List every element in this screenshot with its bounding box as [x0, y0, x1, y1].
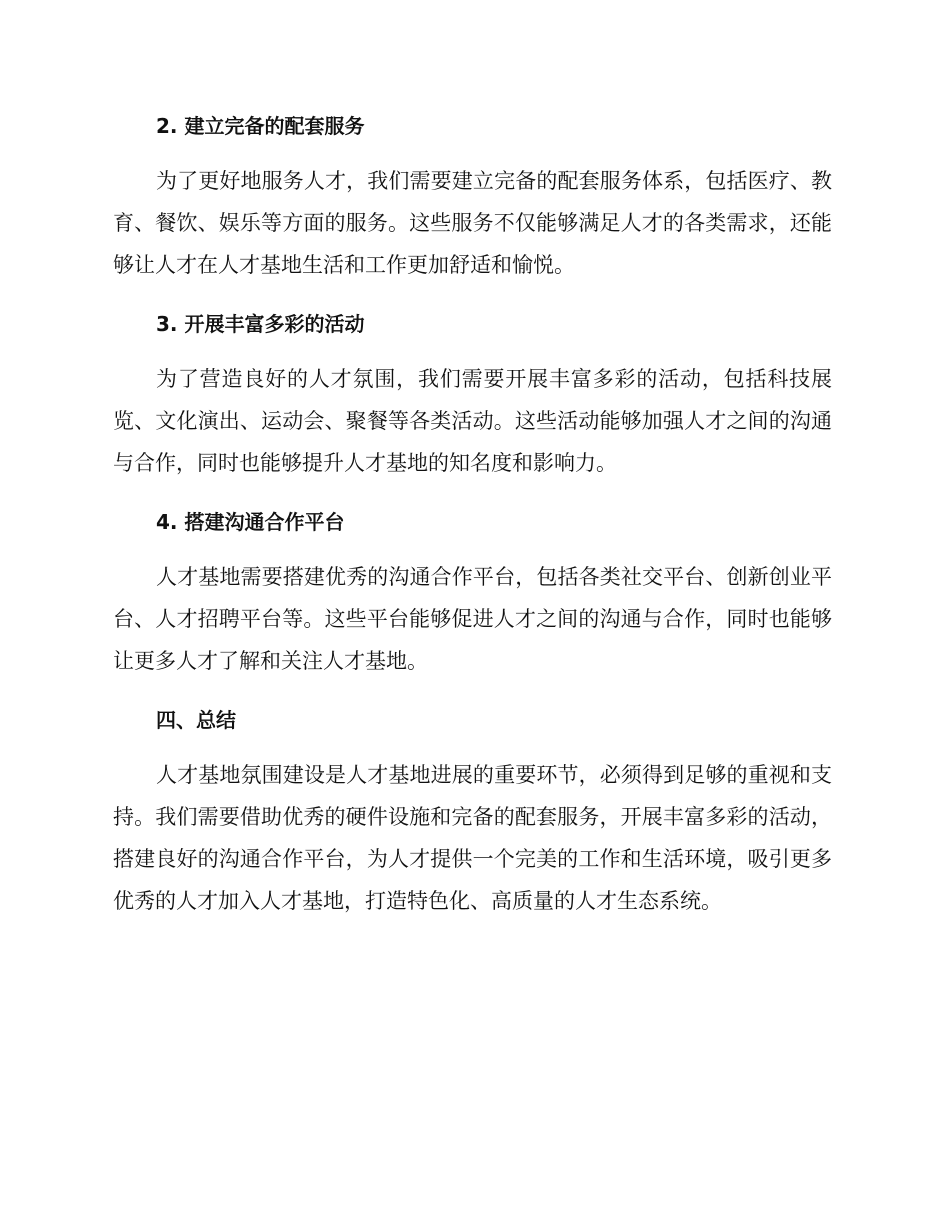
section-paragraph-activities: 为了营造良好的人才氛围，我们需要开展丰富多彩的活动，包括科技展览、文化演出、运动会、聚餐等各类活动。这些活动能够加强人才之间的沟通与合作，同时也能够提升人才基地的知名度和影响力。 — [113, 367, 832, 475]
section-heading-supporting-services: 2. 建立完备的配套服务 — [156, 114, 365, 138]
section-paragraph-communication-platform: 人才基地需要搭建优秀的沟通合作平台，包括各类社交平台、创新创业平台、人才招聘平台等。这些平台能够促进人才之间的沟通与合作，同时也能够让更多人才了解和关注人才基地。 — [113, 565, 832, 673]
section-heading-communication-platform: 4. 搭建沟通合作平台 — [156, 510, 345, 534]
section-paragraph-supporting-services: 为了更好地服务人才，我们需要建立完备的配套服务体系，包括医疗、教育、餐饮、娱乐等方面的服务。这些服务不仅能够满足人才的各类需求，还能够让人才在人才基地生活和工作更加舒适和愉悦。 — [113, 169, 832, 277]
section-heading-summary: 四、总结 — [156, 708, 236, 732]
section-paragraph-summary: 人才基地氛围建设是人才基地进展的重要环节，必须得到足够的重视和支持。我们需要借助优秀的硬件设施和完备的配套服务，开展丰富多彩的活动，搭建良好的沟通合作平台，为人才提供一个完美的工作和生活环境，吸引更多优秀的人才加入人才基地，打造特色化、高质量的人才生态系统。 — [113, 763, 832, 913]
section-heading-activities: 3. 开展丰富多彩的活动 — [156, 312, 365, 336]
